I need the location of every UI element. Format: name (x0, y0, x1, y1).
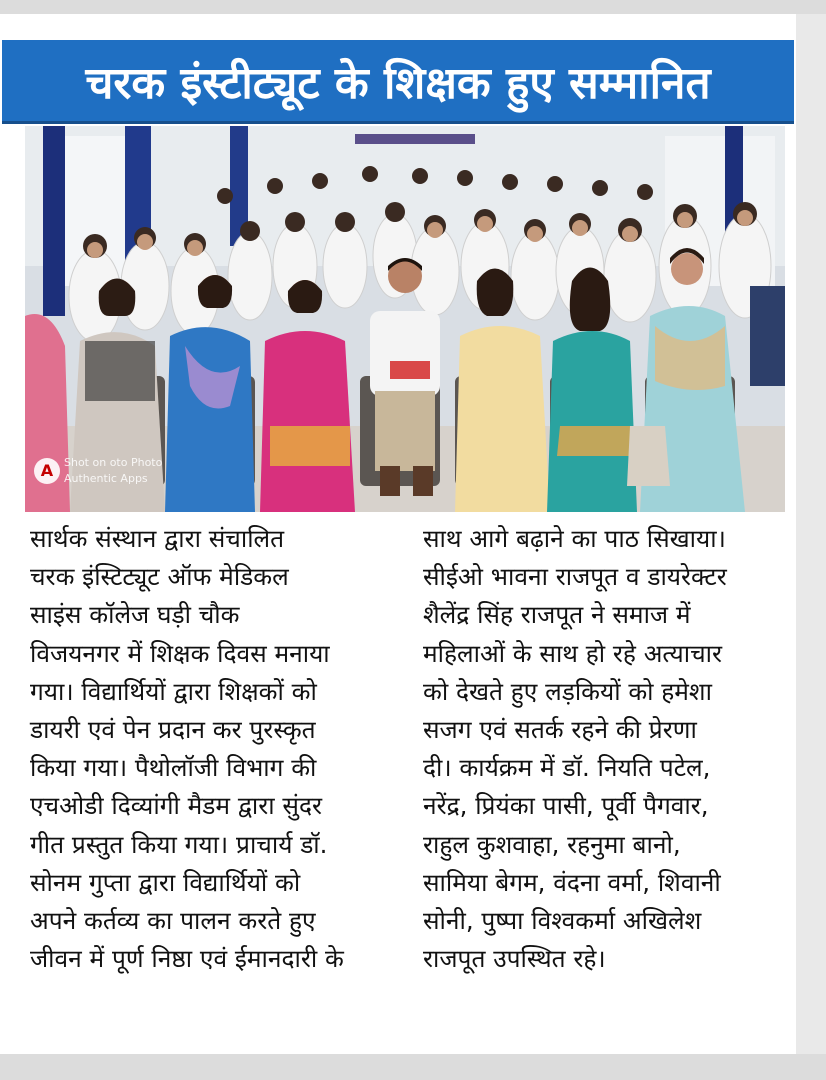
article-line: डायरी एवं पेन प्रदान कर पुरस्कृत (30, 714, 316, 744)
article-line: नरेंद्र, प्रियंका पासी, पूर्वी पैगवार, (423, 791, 709, 821)
article-line: सार्थक संस्थान द्वारा संचालित (30, 524, 285, 553)
camera-watermark (30, 450, 230, 500)
article-line: राहुल कुशवाहा, रहनुमा बानो, (423, 829, 681, 859)
article-line: सोनम गुप्ता द्वारा विद्यार्थियों को (30, 867, 301, 897)
article-line: जीवन में पूर्ण निष्ठा एवं ईमानदारी के (30, 944, 344, 974)
article-line: महिलाओं के साथ हो रहे अत्याचार (423, 638, 723, 668)
article-line: एचओडी दिव्यांगी मैडम द्वारा सुंदर (30, 791, 323, 821)
article-line: अपने कर्तव्य का पालन करते हुए (30, 905, 316, 935)
article-line: राजपूत उपस्थित रहे। (423, 944, 606, 974)
article-column-left (30, 520, 412, 978)
article-line: किया गया। पैथोलॉजी विभाग की (30, 753, 317, 783)
article-line: गया। विद्यार्थियों द्वारा शिक्षकों को (30, 676, 317, 706)
article-line: सामिया बेगम, वंदना वर्मा, शिवानी (423, 867, 721, 897)
article-line: को देखते हुए लड़कियों को हमेशा (423, 676, 712, 706)
watermark-line-1: Shot on oto Photo (64, 456, 163, 469)
watermark-line-2: Authentic Apps (64, 472, 148, 485)
article-line: चरक इंस्टिट्यूट ऑफ मेडिकल (30, 562, 289, 592)
article-line: साथ आगे बढ़ाने का पाठ सिखाया। (423, 524, 726, 553)
camera-logo-icon: A (34, 458, 60, 484)
article-line: सजग एवं सतर्क रहने की प्रेरणा (423, 714, 697, 744)
article-line: शैलेंद्र सिंह राजपूत ने समाज में (423, 600, 691, 630)
article-column-right (423, 520, 793, 978)
article-line: दी। कार्यक्रम में डॉ. नियति पटेल, (423, 753, 711, 783)
article-line: सोनी, पुष्पा विश्वकर्मा अखिलेश (423, 905, 702, 935)
article-line: साइंस कॉलेज घड़ी चौक (30, 600, 240, 630)
headline: चरक इंस्टीट्यूट के शिक्षक हुए सम्मानित (2, 40, 794, 124)
bottom-margin (0, 1054, 826, 1080)
article-line: सीईओ भावना राजपूत व डायरेक्टर (423, 562, 727, 592)
top-margin (0, 0, 826, 14)
article-line: विजयनगर में शिक्षक दिवस मनाया (30, 638, 330, 668)
article-line: गीत प्रस्तुत किया गया। प्राचार्य डॉ. (30, 829, 328, 859)
